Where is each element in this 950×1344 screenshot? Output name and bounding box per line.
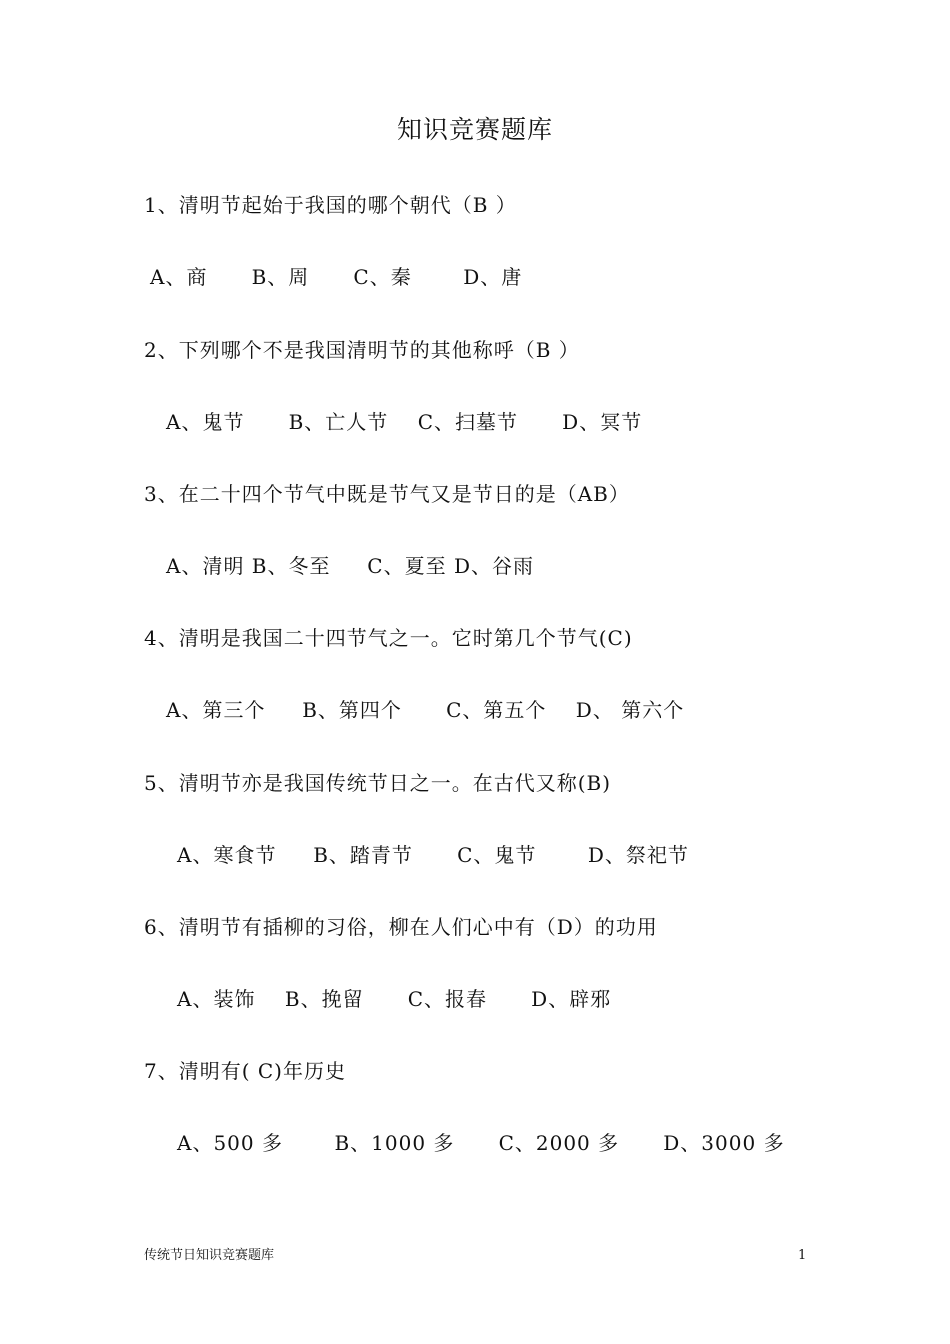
options-4: A、第三个 B、第四个 C、第五个 D、 第六个 [166,698,685,722]
options-2: A、鬼节 B、亡人节 C、扫墓节 D、冥节 [166,410,643,434]
question-1: 1、清明节起始于我国的哪个朝代（B ） [144,193,517,217]
page-title: 知识竞赛题库 [396,115,553,144]
question-2: 2、下列哪个不是我国清明节的其他称呼（B ） [144,338,580,362]
question-3: 3、在二十四个节气中既是节气又是节日的是（AB） [144,482,630,506]
question-5: 5、清明节亦是我国传统节日之一。在古代又称(B) [144,771,612,795]
options-7: A、500 多 B、1000 多 C、2000 多 D、3000 多 [177,1131,785,1155]
question-4: 4、清明是我国二十四节气之一。它时第几个节气(C) [144,626,633,650]
page-number: 1 [798,1248,807,1263]
question-6: 6、清明节有插柳的习俗，柳在人们心中有（D）的功用 [144,915,658,939]
options-1: A、商 B、周 C、秦 D、唐 [150,265,523,289]
options-6: A、装饰 B、挽留 C、报春 D、辟邪 [177,987,612,1011]
options-3: A、清明 B、冬至 C、夏至 D、谷雨 [166,554,534,578]
options-5: A、寒食节 B、踏青节 C、鬼节 D、祭祀节 [177,843,689,867]
question-7: 7、清明有( C)年历史 [144,1059,346,1083]
footer-left-text: 传统节日知识竞赛题库 [144,1248,275,1263]
